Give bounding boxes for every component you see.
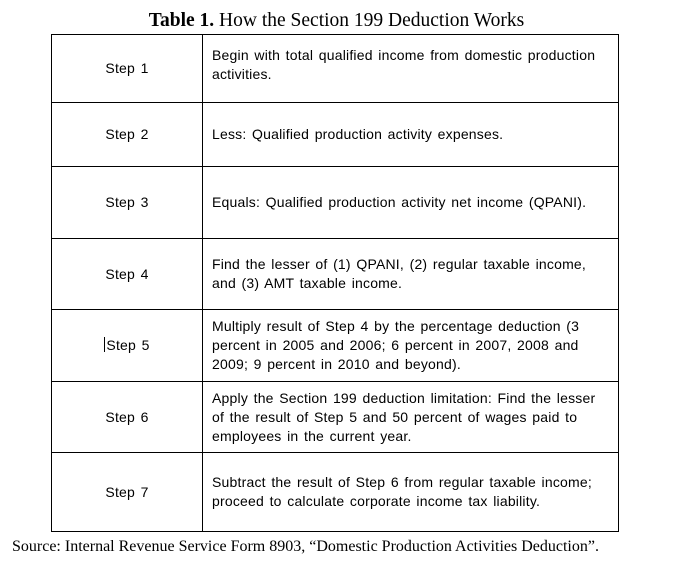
description-cell: Subtract the result of Step 6 from regular taxable income; proceed to calculate corporate income tax liability. <box>203 453 619 532</box>
table-row <box>52 167 619 239</box>
table-row <box>52 103 619 167</box>
step-label: Step 6 <box>105 408 149 425</box>
step-label: Step 4 <box>105 265 149 282</box>
table-row <box>52 310 619 382</box>
step-cell <box>52 382 203 453</box>
table-row <box>52 453 619 532</box>
step-cell <box>52 310 203 382</box>
step-cell <box>52 239 203 310</box>
table-row <box>52 239 619 310</box>
table-number: Table 1. <box>148 10 215 31</box>
step-label: Step 1 <box>105 60 149 76</box>
step-cell <box>52 103 203 167</box>
deduction-steps-table <box>51 34 619 532</box>
table-row <box>52 35 619 103</box>
table-title <box>0 9 673 33</box>
description-cell: Multiply result of Step 4 by the percentage deduction (3 percent in 2005 and 2006; 6 percent in 2007, 2008 and 2009; 9 percent in 2010 and beyond). <box>203 310 619 382</box>
step-label: Step 2 <box>105 126 149 142</box>
description-cell: Begin with total qualified income from domestic production activities. <box>203 35 619 103</box>
step-label: Step 5 <box>106 337 150 353</box>
description-cell: Find the lesser of (1) QPANI, (2) regular taxable income, and (3) AMT taxable income. <box>203 239 619 310</box>
table-row <box>52 382 619 453</box>
source-note: Source: Internal Revenue Service Form 8903, “Domestic Production Activities Deduction”. <box>12 538 599 555</box>
step-cell <box>52 453 203 532</box>
step-label: Step 3 <box>105 194 149 210</box>
step-cell <box>52 35 203 103</box>
step-cell <box>52 167 203 239</box>
description-cell: Equals: Qualified production activity net income (QPANI). <box>203 167 619 239</box>
description-cell: Less: Qualified production activity expenses. <box>203 103 619 167</box>
step-label: Step 7 <box>105 483 149 500</box>
table-title-text: How the Section 199 Deduction Works <box>219 10 525 31</box>
description-cell: Apply the Section 199 deduction limitation: Find the lesser of the result of Step 5 and 50 percent of wages paid to employees in the current year. <box>203 382 619 453</box>
